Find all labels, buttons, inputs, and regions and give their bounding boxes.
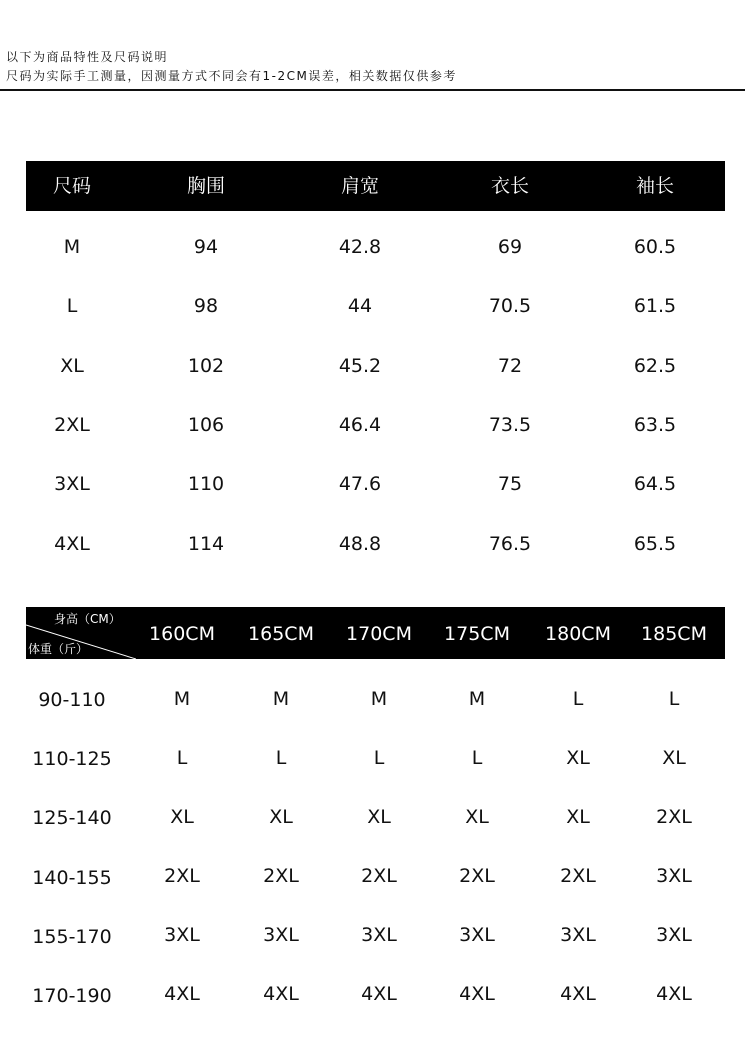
table-cell: 4XL (560, 983, 596, 1005)
table-cell: 2XL (361, 865, 397, 887)
table-cell: 2XL (164, 865, 200, 887)
table-cell: 4XL (263, 983, 299, 1005)
corner-weight-label: 体重（斤） (28, 642, 89, 656)
table-cell: XL (662, 747, 686, 769)
recommend-table-header (26, 607, 725, 659)
divider-line (0, 89, 745, 91)
table-cell: 98 (193, 295, 219, 317)
header-shoulder: 肩宽 (340, 175, 380, 197)
table-cell: L (66, 295, 78, 317)
table-cell: 70.5 (488, 295, 532, 317)
table-cell: 42.8 (338, 236, 382, 258)
size-table-header (26, 161, 725, 211)
table-cell: L (471, 747, 483, 769)
table-cell: L (275, 747, 287, 769)
table-cell: 3XL (656, 924, 692, 946)
table-cell: 44 (347, 295, 373, 317)
table-cell: 4XL (459, 983, 495, 1005)
table-cell: 2XL (263, 865, 299, 887)
table-cell: XL (566, 806, 590, 828)
table-cell: 106 (187, 414, 225, 436)
table-cell: 2XL (656, 806, 692, 828)
table-cell: L (373, 747, 385, 769)
table-cell: 2XL (560, 865, 596, 887)
table-cell: 2XL (54, 414, 90, 436)
table-cell: XL (465, 806, 489, 828)
header-length: 衣长 (490, 175, 530, 197)
header-size: 尺码 (52, 175, 92, 197)
table-cell: 4XL (656, 983, 692, 1005)
table-cell: 3XL (263, 924, 299, 946)
table-cell: XL (566, 747, 590, 769)
table-cell: 94 (193, 236, 219, 258)
table-cell: M (272, 688, 290, 710)
table-cell: 69 (497, 236, 523, 258)
table-cell: 62.5 (633, 355, 677, 377)
table-cell: XL (60, 355, 84, 377)
table-cell: 48.8 (338, 533, 382, 555)
height-185: 185CM (641, 623, 707, 645)
table-cell: 3XL (560, 924, 596, 946)
height-165: 165CM (248, 623, 314, 645)
height-160: 160CM (149, 623, 215, 645)
table-cell: M (173, 688, 191, 710)
table-cell: 4XL (54, 533, 90, 555)
table-cell: 4XL (361, 983, 397, 1005)
intro-title: 以下为商品特性及尺码说明 (6, 50, 169, 64)
table-cell: 61.5 (633, 295, 677, 317)
table-cell: 110 (187, 473, 225, 495)
table-cell: 72 (497, 355, 523, 377)
height-170: 170CM (346, 623, 412, 645)
table-cell: 75 (497, 473, 523, 495)
table-cell: 114 (187, 533, 225, 555)
table-cell: L (176, 747, 188, 769)
weight-range: 90-110 (38, 689, 106, 711)
height-175: 175CM (444, 623, 510, 645)
table-cell: L (668, 688, 680, 710)
weight-range: 125-140 (32, 807, 112, 829)
header-sleeve: 袖长 (635, 175, 675, 197)
table-cell: 65.5 (633, 533, 677, 555)
corner-height-label: 身高（CM） (54, 612, 121, 626)
weight-range: 170-190 (32, 985, 112, 1007)
table-cell: 76.5 (488, 533, 532, 555)
intro-text (6, 48, 457, 86)
table-cell: 2XL (459, 865, 495, 887)
weight-range: 155-170 (32, 926, 112, 948)
table-cell: 3XL (459, 924, 495, 946)
weight-range: 110-125 (32, 748, 112, 770)
table-cell: 47.6 (338, 473, 382, 495)
table-cell: 3XL (54, 473, 90, 495)
table-cell: 73.5 (488, 414, 532, 436)
weight-range: 140-155 (32, 867, 112, 889)
table-cell: 46.4 (338, 414, 382, 436)
table-cell: XL (367, 806, 391, 828)
table-cell: 4XL (164, 983, 200, 1005)
table-cell: L (572, 688, 584, 710)
header-chest: 胸围 (186, 175, 226, 197)
table-cell: 64.5 (633, 473, 677, 495)
table-cell: M (370, 688, 388, 710)
table-cell: 60.5 (633, 236, 677, 258)
corner-cell (26, 607, 136, 659)
table-cell: 45.2 (338, 355, 382, 377)
intro-note: 尺码为实际手工测量，因测量方式不同会有1-2CM误差，相关数据仅供参考 (6, 69, 457, 83)
table-cell: XL (170, 806, 194, 828)
table-cell: M (468, 688, 486, 710)
table-cell: 63.5 (633, 414, 677, 436)
table-cell: 3XL (656, 865, 692, 887)
table-cell: XL (269, 806, 293, 828)
height-180: 180CM (545, 623, 611, 645)
table-cell: 102 (187, 355, 225, 377)
table-cell: 3XL (361, 924, 397, 946)
table-cell: 3XL (164, 924, 200, 946)
table-cell: M (63, 236, 81, 258)
